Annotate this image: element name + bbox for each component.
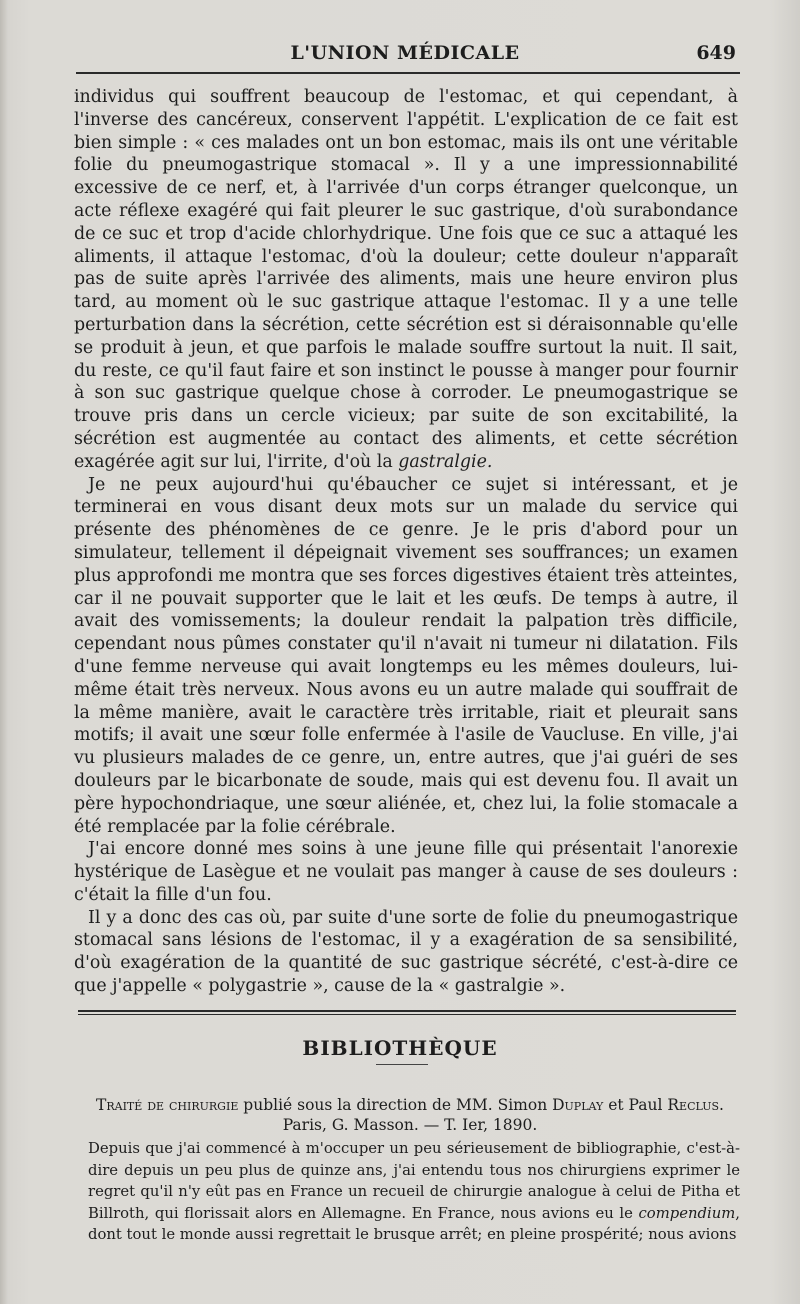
- review-paragraph: [88, 1138, 740, 1246]
- paragraph: Il y a donc des cas où, par suite d'une sorte de folie du pneumogastrique stomacal sans lésions de l'estomac, il y a exagération de sa sensibilité, d'où exagération de la quantité de suc gastrique sécrété, c'est-à-dire ce que j'appelle « polygastrie », cause de la « gastralgie ».: [74, 907, 738, 997]
- book-publisher-line: Paris, G. Masson. — T. Ier, 1890.: [282, 1116, 538, 1134]
- page-number: 649: [696, 42, 736, 64]
- section-divider-rule-thin: [78, 1014, 736, 1015]
- book-citation: [80, 1094, 740, 1116]
- paragraph: Je ne peux aujourd'hui qu'ébaucher ce sujet si intéressant, et je terminerai en vous disant deux mots sur un malade du service qui présente des phénomènes de ce genre. Je le pris d'abord pour un simulateur, tellement il dépeignait vivement ses souffrances; un examen plus approfondi me montra que ses forces digestives étaient très atteintes, car il ne pouvait supporter que le lait et les œufs. De temps à autre, il avait des vomissements; la douleur rendait la palpation très difficile, cependant nous pûmes constater qu'il n'avait ni tumeur ni dilatation. Fils d'une femme nerveuse qui avait longtemps eu les mêmes douleurs, lui-même était très nerveux. Nous avons eu un autre malade qui souffrait de la même manière, avait le caractère très irritable, riait et pleurait sans motifs; il avait une sœur folle enfermée à l'asile de Vaucluse. En ville, j'ai vu plusieurs malades de ce genre, un, entre autres, que j'ai guéri de ses douleurs par le bicarbonate de soude, mais qui est devenu fou. Il avait un père hypochondriaque, une sœur aliénée, et, chez lui, la folie stomacale a été remplacée par la folie cérébrale.: [74, 474, 738, 837]
- paragraph: J'ai encore donné mes soins à une jeune fille qui présentait l'anorexie hystérique de Lasègue et ne voulait pas manger à cause de ses douleurs : c'était la fille d'un fou.: [74, 839, 738, 905]
- review-text: , dont tout le monde aussi regrettait le brusque arrêt; en pleine prospérité; nous avions: [88, 1204, 740, 1244]
- citation-text: publié sous la direction de MM. Simon: [238, 1096, 553, 1114]
- citation-text: .: [719, 1096, 724, 1114]
- review-text: Depuis que j'ai commencé à m'occuper un peu sérieusement de bibliographie, c'est-à-dire depuis un peu plus de quinze ans, j'ai entendu tous nos chirurgiens exprimer le regret qu'il n'y eût pas en France un recueil de chirurgie analogue à celui de Pitha et Billroth, qui florissait alors en Allemagne. En France, nous avions eu le: [88, 1140, 740, 1222]
- running-head: [70, 38, 740, 68]
- emphasis-term: gastralgie.: [398, 451, 493, 472]
- emphasis-term: compendium: [638, 1204, 736, 1222]
- section-divider-rule: [78, 1010, 736, 1012]
- paragraph: [74, 86, 738, 474]
- header-rule: [76, 72, 740, 74]
- journal-title: L'UNION MÉDICALE: [290, 42, 520, 64]
- author-name: Reclus: [667, 1096, 720, 1114]
- book-review: [88, 1138, 740, 1246]
- paragraph-text: individus qui souffrent beaucoup de l'estomac, et qui cependant, à l'inverse des cancéreux, conservent l'appétit. L'explication de ce fait est bien simple : « ces malades ont un bon estomac, mais ils ont une véritable folie du pneumogastrique stomacal ». Il y a une impressionnabilité excessive de ce nerf, et, à l'arrivée d'un corps étranger quelconque, un acte réflexe exagéré qui fait pleurer le suc gastrique, d'où surabondance de ce suc et trop d'acide chlorhydrique. Une fois que ce suc a attaqué les aliments, il attaque l'estomac, d'où la douleur; cette douleur n'apparaît pas de suite après l'arrivée des aliments, mais une heure environ plus tard, au moment où le suc gastrique attaque l'estomac. Il y a une telle perturbation dans la sécrétion, cette sécrétion est si déraisonnable qu'elle se produit à jeun, et que parfois le malade souffre surtout la nuit. Il sait, du reste, ce qu'il faut faire et son instinct le pousse à manger pour fournir à son suc gastrique quelque chose à corroder. Le pneumogastrique se trouve pris dans un cercle vicieux; par suite de son excitabilité, la sécrétion est augmentée au contact des aliments, et cette sécrétion exagérée agit sur lui, l'irrite, d'où la: [74, 87, 738, 472]
- citation-text: et Paul: [603, 1096, 668, 1114]
- section-title: BIBLIOTHÈQUE: [302, 1036, 498, 1060]
- author-name: Duplay: [552, 1096, 604, 1114]
- title-ornament: [376, 1064, 428, 1065]
- book-title: Traité de chirurgie: [96, 1096, 239, 1114]
- article-body: [74, 86, 738, 998]
